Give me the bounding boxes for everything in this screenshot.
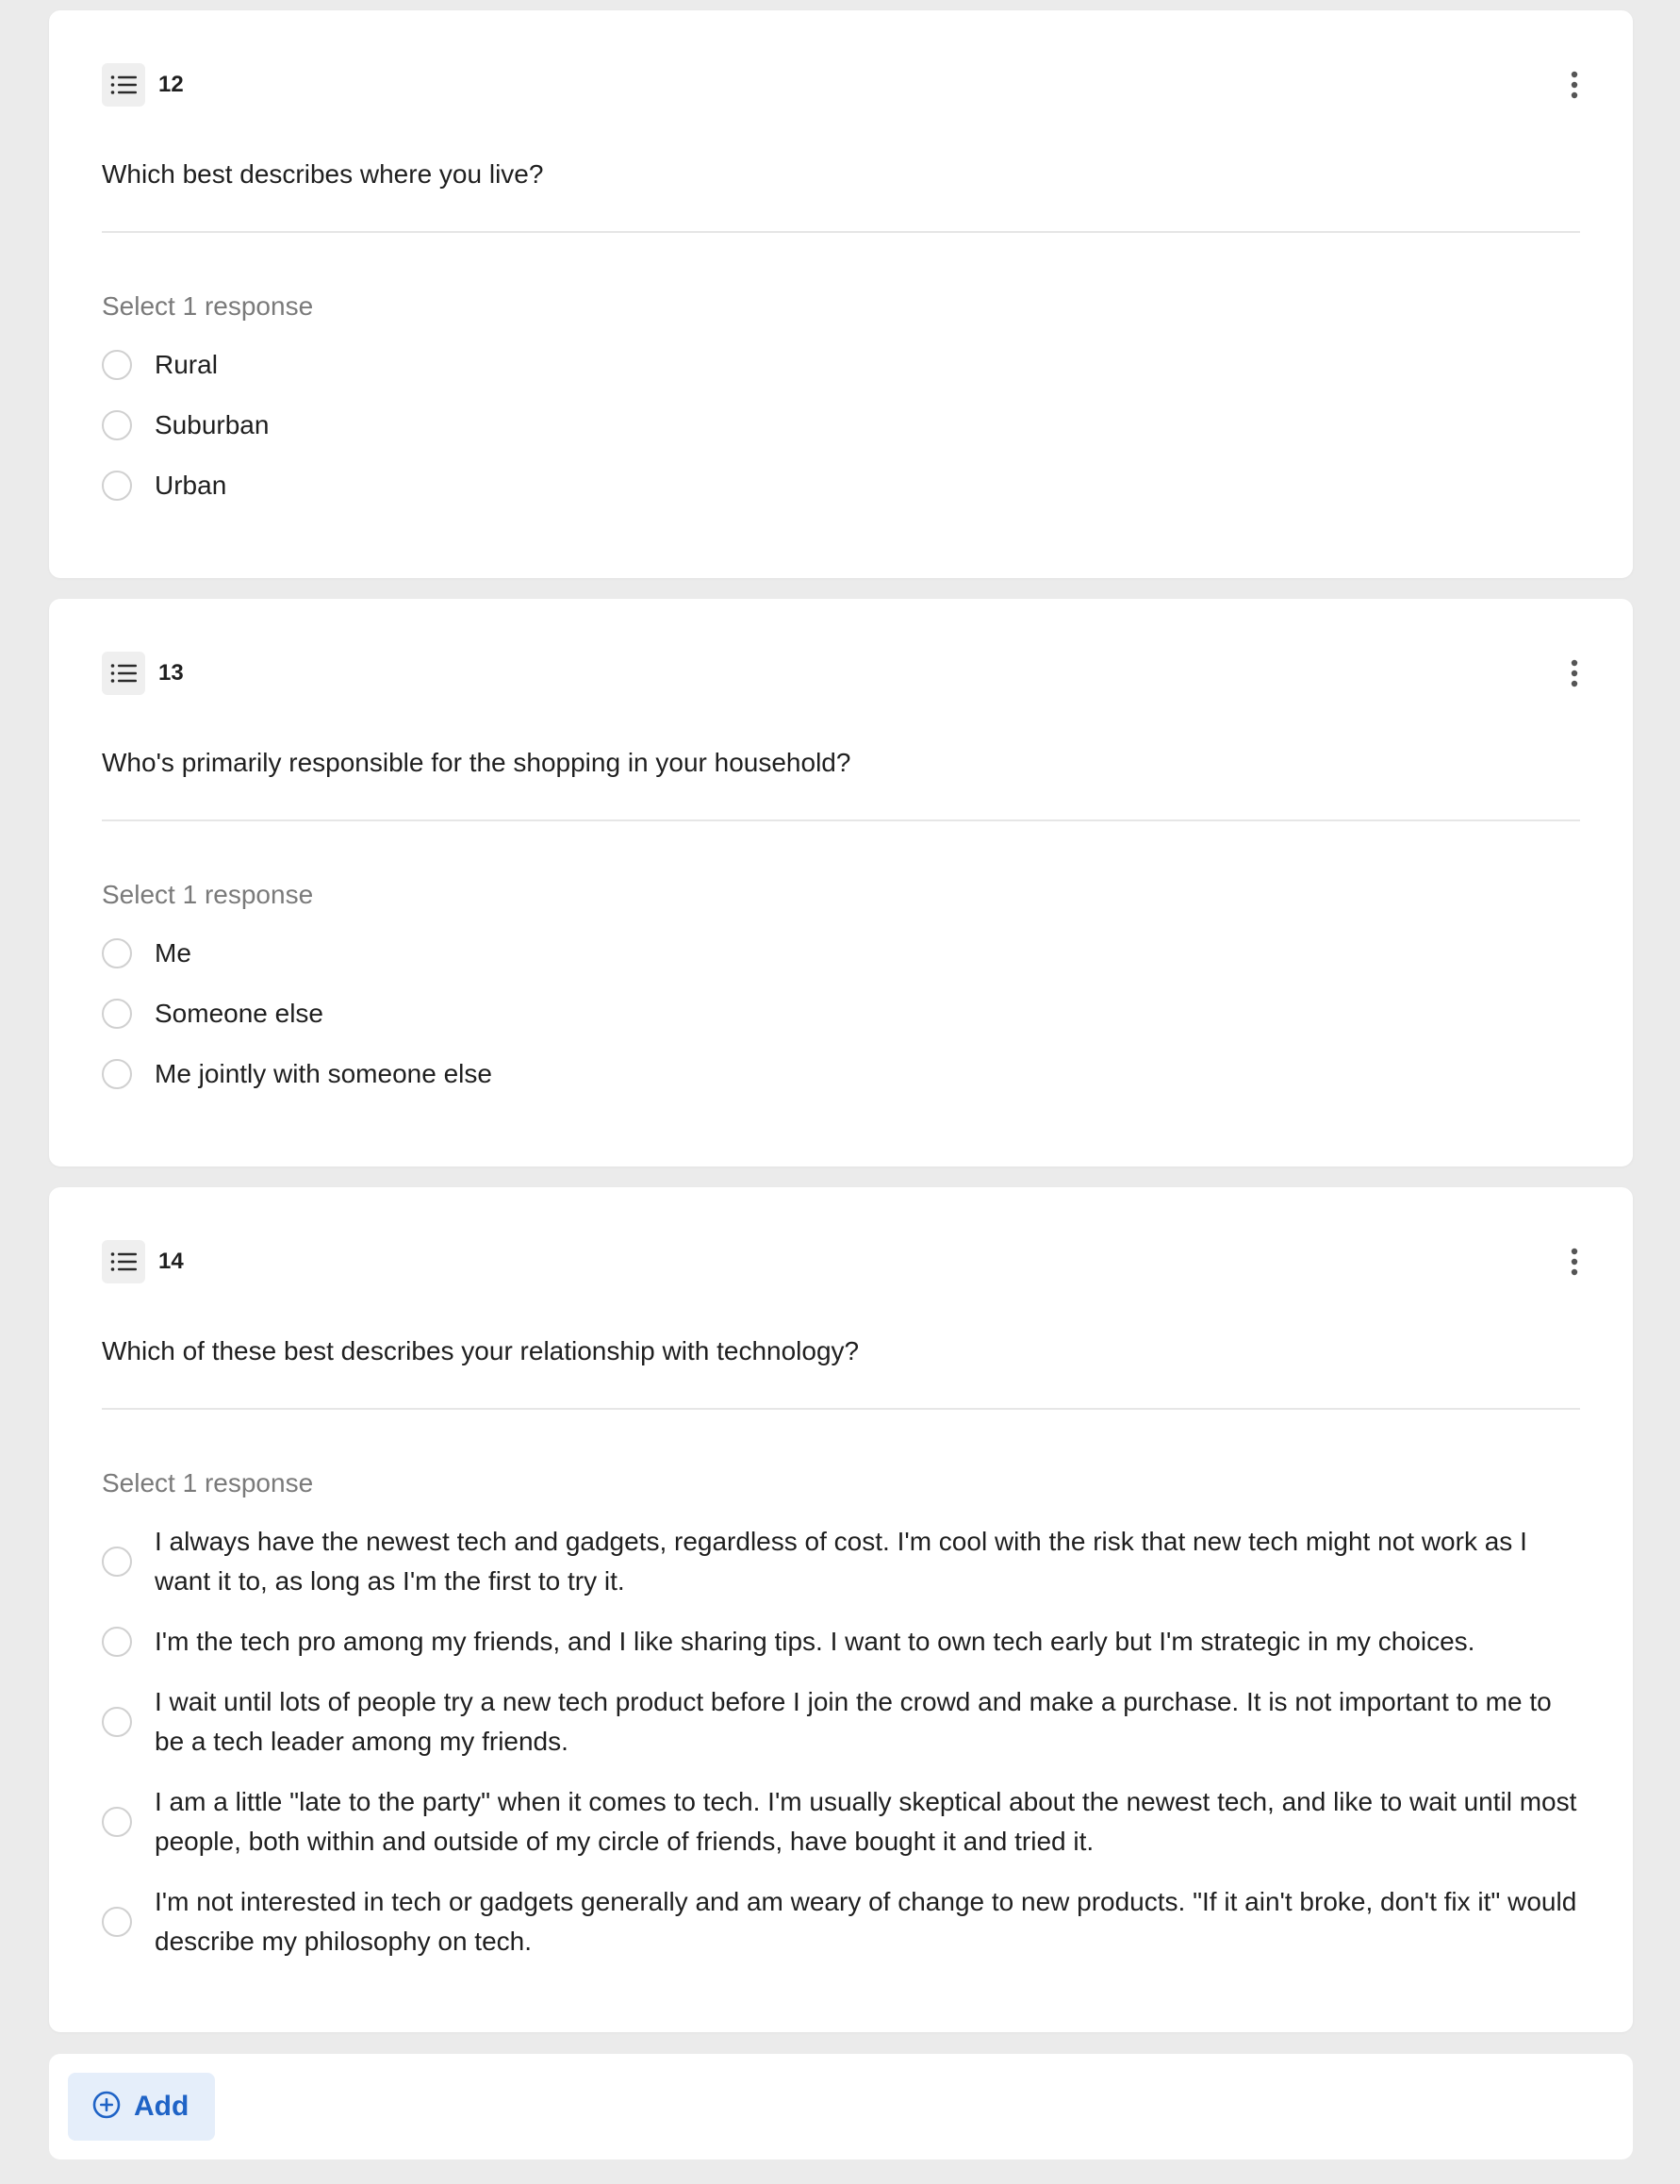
- option-label: Suburban: [155, 410, 270, 439]
- option-label: I always have the newest tech and gadgets, regardless of cost. I'm cool with the risk that new tech might not work as I want it to, as long as I'm the first to try it.: [155, 1527, 1527, 1596]
- divider: [102, 819, 1580, 821]
- question-text[interactable]: Who's primarily responsible for the shopping in your household?: [102, 748, 851, 777]
- question-number: 14: [158, 1249, 184, 1274]
- question-header: [102, 652, 1580, 695]
- radio-button[interactable]: [102, 410, 132, 440]
- radio-button[interactable]: [102, 1907, 132, 1937]
- radio-button[interactable]: [102, 1059, 132, 1089]
- option-label: I am a little "late to the party" when it comes to tech. I'm usually skeptical about the newest tech, and like to wait until most people, both within and outside of my circle of friends, have bought it and tried it.: [155, 1787, 1577, 1856]
- option-laggard[interactable]: [102, 1872, 1580, 1972]
- option-rural[interactable]: [102, 335, 1580, 395]
- option-label: Urban: [155, 471, 227, 500]
- response-hint: Select 1 response: [102, 880, 314, 909]
- option-label: Me: [155, 938, 191, 968]
- option-label: I'm the tech pro among my friends, and I like sharing tips. I want to own tech early but I'm strategic in my choices.: [155, 1627, 1475, 1656]
- question-card-14: [49, 1187, 1633, 2032]
- list-icon: [102, 1240, 145, 1283]
- option-label: Rural: [155, 350, 218, 379]
- question-text[interactable]: Which of these best describes your relationship with technology?: [102, 1336, 860, 1365]
- option-me[interactable]: [102, 923, 1580, 984]
- radio-button[interactable]: [102, 350, 132, 380]
- radio-button[interactable]: [102, 1707, 132, 1737]
- option-urban[interactable]: [102, 455, 1580, 516]
- question-card-13: [49, 599, 1633, 1166]
- question-number: 13: [158, 660, 184, 686]
- option-label: Me jointly with someone else: [155, 1059, 492, 1088]
- radio-button[interactable]: [102, 1627, 132, 1657]
- question-number: 12: [158, 72, 184, 97]
- radio-button[interactable]: [102, 938, 132, 968]
- divider: [102, 231, 1580, 233]
- radio-button[interactable]: [102, 1547, 132, 1577]
- question-header: [102, 63, 1580, 107]
- list-icon: [102, 652, 145, 695]
- add-bar: [49, 2054, 1633, 2159]
- question-card-12: [49, 10, 1633, 578]
- option-label: Someone else: [155, 999, 324, 1028]
- option-innovator[interactable]: [102, 1512, 1580, 1612]
- option-someone-else[interactable]: [102, 984, 1580, 1044]
- list-icon: [102, 63, 145, 107]
- more-options-icon[interactable]: [1556, 1240, 1593, 1283]
- divider: [102, 1408, 1580, 1410]
- add-button-label: Add: [134, 2091, 189, 2122]
- response-hint: Select 1 response: [102, 291, 314, 321]
- option-early-majority[interactable]: [102, 1672, 1580, 1772]
- option-suburban[interactable]: [102, 395, 1580, 455]
- radio-button[interactable]: [102, 999, 132, 1029]
- more-options-icon[interactable]: [1556, 652, 1593, 695]
- option-late-majority[interactable]: [102, 1772, 1580, 1872]
- option-label: I wait until lots of people try a new tech product before I join the crowd and make a purchase. It is not important to me to be a tech leader among my friends.: [155, 1687, 1552, 1756]
- radio-button[interactable]: [102, 471, 132, 501]
- radio-button[interactable]: [102, 1807, 132, 1837]
- more-options-icon[interactable]: [1556, 63, 1593, 107]
- option-early-adopter[interactable]: [102, 1612, 1580, 1672]
- option-label: I'm not interested in tech or gadgets generally and am weary of change to new products. "If it ain't broke, don't fix it" would describe my philosophy on tech.: [155, 1887, 1577, 1956]
- question-text[interactable]: Which best describes where you live?: [102, 159, 544, 189]
- option-me-jointly[interactable]: [102, 1044, 1580, 1104]
- plus-circle-icon: [92, 2091, 121, 2124]
- response-hint: Select 1 response: [102, 1468, 314, 1497]
- add-button[interactable]: [68, 2073, 215, 2141]
- options-list: [102, 923, 1580, 1104]
- options-list: [102, 1512, 1580, 1972]
- options-list: [102, 335, 1580, 516]
- question-header: [102, 1240, 1580, 1283]
